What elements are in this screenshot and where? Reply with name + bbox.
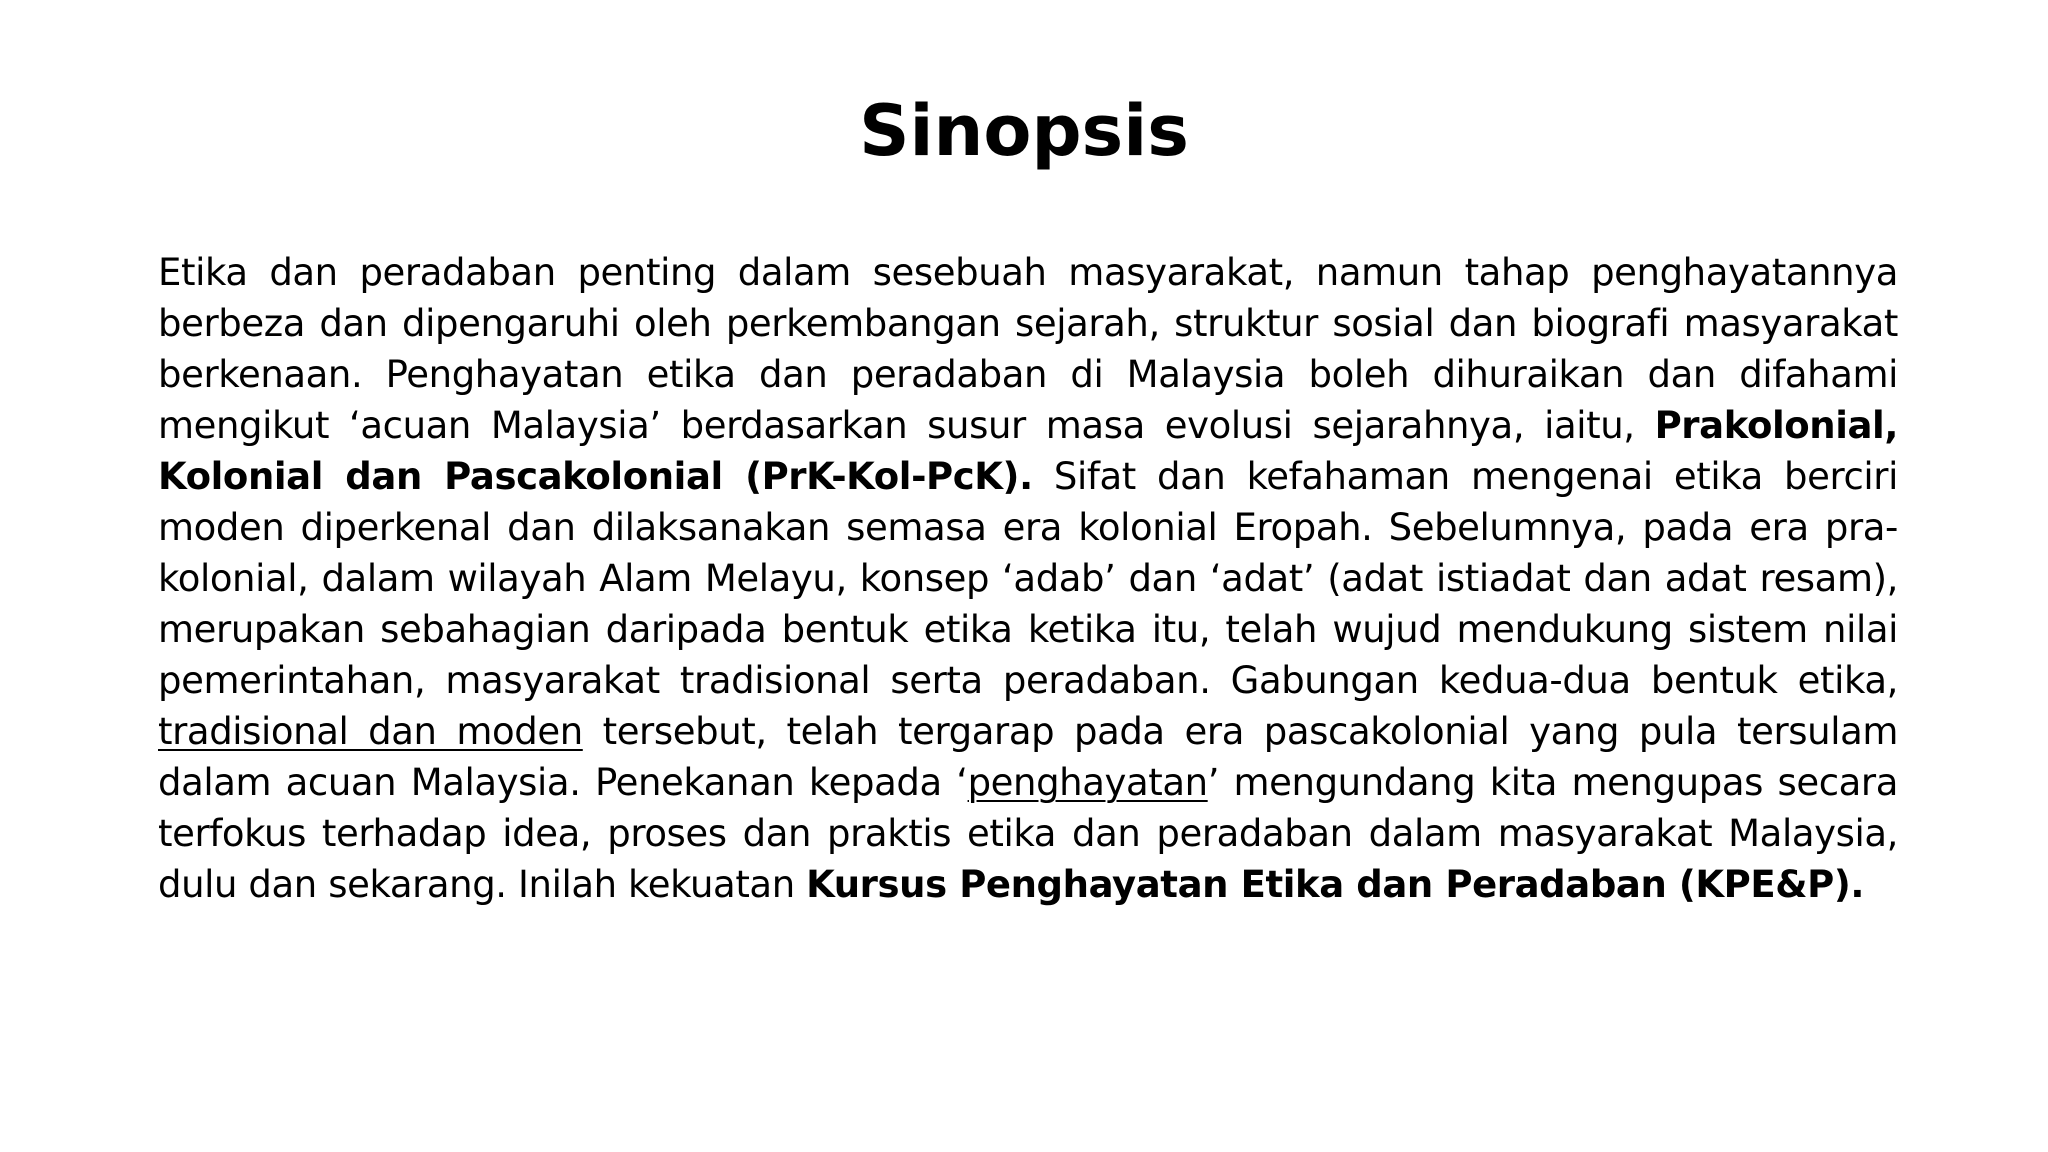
text-segment: tersebut, telah tergarap pada era pascakolonial yang pula tersulam dalam acuan Malaysia. Penekanan kepada ‘ [158,710,1899,804]
bold-text-course-name: Kursus Penghayatan Etika dan Peradaban (KPE&P). [806,863,1865,906]
underlined-text-penghayatan: penghayatan [967,761,1208,804]
text-segment: ’ mengundang kita mengupas secara terfokus terhadap idea, proses dan praktis etika dan peradaban dalam masyarakat Malaysia, dulu dan sekarang. Inilah kekuatan [158,761,1898,906]
text-segment: Sifat dan kefahaman mengenai etika berciri moden diperkenal dan dilaksanakan semasa era kolonial Eropah. Sebelumnya, pada era pra-kolonial, dalam wilayah Alam Melayu, konsep ‘adab’ dan ‘adat’ (adat istiadat dan adat resam), merupakan sebahagian daripada bentuk etika ketika itu, telah wujud mendukung sistem nilai pemerintahan, masyarakat tradisional serta peradaban. Gabungan kedua-dua bentuk etika, [158,455,1898,702]
text-segment: Etika dan peradaban penting dalam sesebuah masyarakat, namun tahap penghayatannya berbeza dan dipengaruhi oleh perkembangan sejarah, struktur sosial dan biografi masyarakat berkenaan. Penghayatan etika dan peradaban di Malaysia boleh dihuraikan dan difahami mengikut ‘acuan Malaysia’ berdasarkan susur masa evolusi sejarahnya, iaitu, [158,251,1898,447]
synopsis-paragraph [158,247,1898,910]
slide-title: Sinopsis [859,90,1189,172]
bold-text-eras: Prakolonial, Kolonial dan Pascakolonial (PrK-Kol-PcK). [158,404,1898,498]
underlined-text-tradisional-moden: tradisional dan moden [158,710,583,753]
